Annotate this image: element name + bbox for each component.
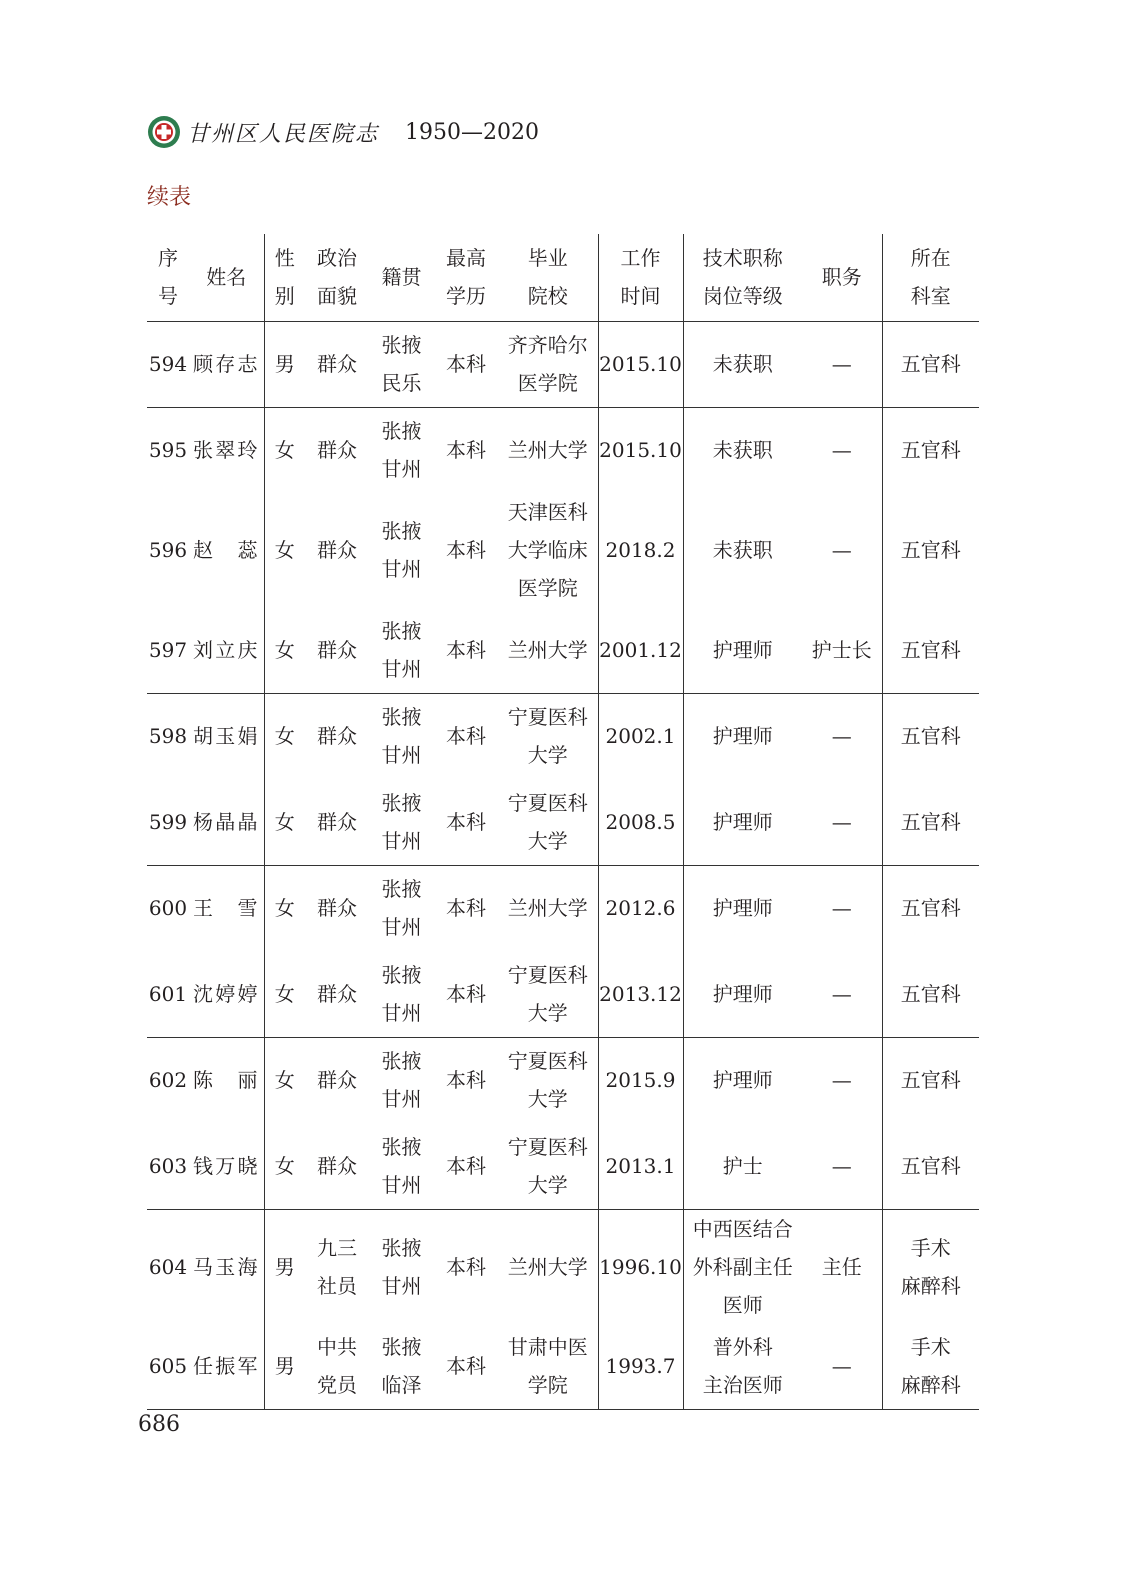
hospital-emblem-icon [147, 115, 181, 149]
cell-department: 五官科 [882, 951, 979, 1037]
col-header-department: 所在 科室 [882, 234, 979, 321]
table-row [147, 407, 979, 493]
cell-seq: 598 [148, 724, 188, 749]
cell-position: — [802, 1324, 882, 1410]
cell-origin: 张掖 甘州 [381, 1235, 422, 1298]
cell-work-date: 2002.1 [598, 693, 683, 779]
cell-school: 兰州大学 [498, 407, 598, 493]
cell-politics: 群众 [317, 896, 357, 921]
cell-department: 五官科 [900, 896, 961, 921]
cell-politics: 群众 [317, 438, 357, 463]
cell-origin: 张掖 甘州 [369, 1123, 434, 1209]
cell-department: 五官科 [900, 1068, 961, 1093]
table-row [147, 1209, 979, 1324]
staff-table [147, 234, 979, 1410]
cell-name: 胡玉娟 [189, 693, 264, 779]
cell-origin: 张掖 甘州 [381, 877, 422, 940]
cell-education: 本科 [434, 321, 498, 407]
cell-education: 本科 [446, 896, 486, 921]
cell-name: 陈 丽 [189, 1037, 264, 1123]
cell-position: — [802, 1037, 882, 1123]
cell-title: 护理师 [712, 896, 773, 921]
cell-education: 本科 [446, 1254, 486, 1279]
cell-name: 赵 蕊 [189, 493, 264, 607]
cell-education: 本科 [446, 724, 486, 749]
cell-school: 宁夏医科 大学 [498, 951, 598, 1037]
cell-work-date: 2018.2 [598, 493, 683, 607]
cell-politics: 中共 党员 [305, 1324, 369, 1410]
cell-title: 护士 [683, 1123, 802, 1209]
cell-position: — [802, 865, 882, 951]
cell-position: — [802, 779, 882, 865]
col-header-gender: 性 别 [264, 234, 305, 321]
cell-title: 中西医结合 外科副主任 医师 [692, 1216, 793, 1317]
cell-education: 本科 [446, 538, 486, 562]
cell-education: 本科 [446, 438, 486, 463]
cell-department: 五官科 [900, 438, 961, 463]
cell-name: 王 雪 [189, 865, 264, 951]
cell-position: 主任 [802, 1209, 882, 1324]
table-row [147, 779, 979, 865]
cell-politics: 群众 [305, 607, 369, 693]
cell-school: 兰州大学 [498, 865, 598, 951]
cell-school: 天津医科 大学临床 医学院 [498, 493, 598, 607]
cell-gender: 男 [274, 1254, 295, 1279]
table-row [147, 321, 979, 407]
cell-name: 钱万晓 [189, 1123, 264, 1209]
table-row [147, 693, 979, 779]
cell-school: 宁夏医科 大学 [498, 779, 598, 865]
cell-politics: 九三 社员 [317, 1235, 357, 1298]
cell-gender: 女 [264, 1123, 305, 1209]
cell-name: 张翠玲 [189, 407, 264, 493]
table-row [147, 1037, 979, 1123]
cell-work-date: 2012.6 [598, 865, 683, 951]
col-header-education: 最高 学历 [434, 234, 498, 321]
col-header-politics: 政治 面貌 [305, 234, 369, 321]
col-header-school: 毕业 院校 [498, 234, 598, 321]
cell-politics: 群众 [317, 538, 357, 562]
cell-origin: 张掖 临泽 [369, 1324, 434, 1410]
cell-origin: 张掖 甘州 [369, 607, 434, 693]
col-header-name: 姓名 [189, 234, 264, 321]
cell-education: 本科 [434, 1123, 498, 1209]
cell-department: 手术 麻醉科 [882, 1324, 979, 1410]
cell-title: 护理师 [712, 724, 773, 749]
cell-seq: 602 [148, 1068, 188, 1093]
cell-title: 护理师 [683, 607, 802, 693]
col-header-title: 技术职称 岗位等级 [683, 234, 802, 321]
cell-education: 本科 [434, 779, 498, 865]
cell-politics: 群众 [317, 724, 357, 749]
cell-name: 任振军 [189, 1324, 264, 1410]
cell-seq: 601 [147, 951, 189, 1037]
cell-position: — [802, 1123, 882, 1209]
cell-work-date: 1996.10 [598, 1209, 683, 1324]
cell-politics: 群众 [317, 1068, 357, 1093]
cell-politics: 群众 [305, 321, 369, 407]
cell-title: 护理师 [683, 951, 802, 1037]
cell-school: 甘肃中医 学院 [498, 1324, 598, 1410]
cell-department: 手术 麻醉科 [900, 1235, 961, 1298]
table-row [147, 493, 979, 607]
cell-seq: 594 [147, 321, 189, 407]
table-header-row [147, 234, 979, 321]
book-years: 1950—2020 [405, 119, 539, 145]
cell-department: 五官科 [882, 607, 979, 693]
cell-work-date: 2015.10 [598, 407, 683, 493]
table-row [147, 865, 979, 951]
cell-title: 护理师 [712, 1068, 773, 1093]
cell-seq: 597 [147, 607, 189, 693]
cell-name: 马玉海 [189, 1209, 264, 1324]
cell-origin: 张掖 甘州 [369, 951, 434, 1037]
col-header-origin: 籍贯 [369, 234, 434, 321]
cell-department: 五官科 [882, 321, 979, 407]
cell-name: 顾存志 [189, 321, 264, 407]
cell-politics: 群众 [305, 779, 369, 865]
cell-education: 本科 [446, 1068, 486, 1093]
cell-work-date: 1993.7 [598, 1324, 683, 1410]
cell-seq: 603 [147, 1123, 189, 1209]
cell-seq: 604 [148, 1254, 188, 1279]
cell-school: 宁夏医科 大学 [498, 1123, 598, 1209]
cell-name: 刘立庆 [189, 607, 264, 693]
cell-education: 本科 [434, 1324, 498, 1410]
cell-gender: 男 [264, 1324, 305, 1410]
cell-gender: 女 [274, 538, 295, 562]
cell-title: 未获职 [712, 438, 773, 463]
cell-department: 五官科 [900, 538, 961, 562]
cell-origin: 张掖 甘州 [381, 1049, 422, 1112]
col-header-work-date: 工作 时间 [598, 234, 683, 321]
cell-department: 五官科 [900, 724, 961, 749]
cell-politics: 群众 [305, 1123, 369, 1209]
cell-title: 未获职 [712, 538, 773, 562]
cell-seq: 599 [147, 779, 189, 865]
cell-gender: 女 [274, 724, 295, 749]
cell-school: 兰州大学 [498, 1209, 598, 1324]
cell-position: — [802, 407, 882, 493]
cell-origin: 张掖 甘州 [381, 419, 422, 482]
cell-title: 未获职 [683, 321, 802, 407]
cell-work-date: 2015.9 [598, 1037, 683, 1123]
cell-gender: 女 [264, 607, 305, 693]
table-row [147, 951, 979, 1037]
cell-gender: 女 [264, 951, 305, 1037]
book-title: 甘州区人民医院志 [187, 121, 380, 147]
table-row [147, 607, 979, 693]
cell-work-date: 2015.10 [598, 321, 683, 407]
table-row [147, 1324, 979, 1410]
cell-work-date: 2008.5 [598, 779, 683, 865]
cell-seq: 600 [148, 896, 188, 921]
cell-work-date: 2001.12 [598, 607, 683, 693]
cell-position: — [802, 951, 882, 1037]
cell-name: 沈婷婷 [189, 951, 264, 1037]
cell-gender: 女 [274, 896, 295, 921]
cell-seq: 595 [148, 438, 188, 463]
running-header [147, 112, 539, 152]
cell-education: 本科 [434, 951, 498, 1037]
cell-origin: 张掖 民乐 [369, 321, 434, 407]
cell-title: 护理师 [683, 779, 802, 865]
cell-gender: 女 [264, 779, 305, 865]
cell-department: 五官科 [882, 779, 979, 865]
cell-position: — [802, 693, 882, 779]
cell-seq: 596 [148, 538, 188, 562]
cell-origin: 张掖 甘州 [381, 519, 422, 581]
cell-work-date: 2013.1 [598, 1123, 683, 1209]
cell-gender: 女 [274, 438, 295, 463]
cell-origin: 张掖 甘州 [381, 705, 422, 768]
page-number: 686 [138, 1412, 180, 1437]
col-header-seq: 序 号 [147, 234, 189, 321]
cell-name: 杨晶晶 [189, 779, 264, 865]
cell-position: — [802, 493, 882, 607]
cell-gender: 男 [264, 321, 305, 407]
cell-work-date: 2013.12 [598, 951, 683, 1037]
cell-position: — [802, 321, 882, 407]
cell-school: 兰州大学 [498, 607, 598, 693]
cell-gender: 女 [274, 1068, 295, 1093]
cell-seq: 605 [147, 1324, 189, 1410]
cell-department: 五官科 [882, 1123, 979, 1209]
cell-school: 宁夏医科 大学 [498, 1037, 598, 1123]
cell-politics: 群众 [305, 951, 369, 1037]
continued-table-label: 续表 [147, 185, 192, 210]
cell-education: 本科 [434, 607, 498, 693]
cell-title: 普外科 主治医师 [683, 1324, 802, 1410]
cell-origin: 张掖 甘州 [369, 779, 434, 865]
cell-school: 宁夏医科 大学 [498, 693, 598, 779]
cell-school: 齐齐哈尔 医学院 [498, 321, 598, 407]
col-header-position: 职务 [802, 234, 882, 321]
table-row [147, 1123, 979, 1209]
cell-position: 护士长 [802, 607, 882, 693]
